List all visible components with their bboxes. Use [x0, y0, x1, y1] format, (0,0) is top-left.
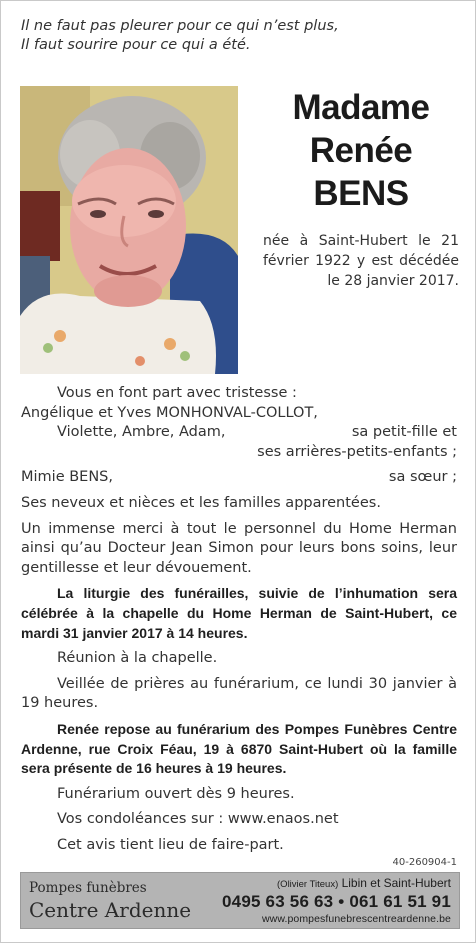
condolences-text: Vos condoléances sur : www.enaos.net [57, 811, 339, 828]
funeral-home-line-1: Pompes funèbres [29, 880, 147, 896]
funeral-home-manager: (Olivier Titeux) [277, 879, 339, 890]
portrait-photo [20, 86, 238, 374]
meeting-text: Réunion à la chapelle. [57, 650, 218, 667]
thanks-text: Un immense merci à tout le personnel du Home Herman ainsi qu’au Docteur Jean Simon pour leurs bons soins, leur gentillesse et leur dévouement. [21, 520, 457, 576]
family-line-2 [21, 423, 457, 443]
vigil-text: Veillée de prières au funérarium, ce lundi 30 janvier à 19 heures. [21, 675, 457, 712]
announcement-body [21, 384, 457, 855]
liturgy-text: La liturgie des funérailles, suivie de l’inhumation sera célébrée à la chapelle du Home Herman de Saint-Hubert, ce mardi 31 janvier 2017 à 14 heures. [21, 585, 457, 641]
deceased-title: Madame [292, 88, 430, 127]
family-line-2-relation: sa petit-fille et [351, 424, 457, 441]
sister-line [21, 468, 457, 488]
epigraph-line-1: Il ne faut pas pleurer pour ce qui n’est plus, [21, 18, 339, 34]
opening-hours-text: Funérarium ouvert dès 9 heures. [57, 785, 295, 802]
rests-text: Renée repose au funérarium des Pompes Funèbres Centre Ardenne, rue Croix Féau, 19 à 6870 Saint-Hubert où la famille sera présente de 16 heures à 19 heures. [21, 720, 457, 777]
funeral-home-location: Libin et Saint-Hubert [341, 876, 451, 890]
sister-name: Mimie BENS, [21, 469, 113, 486]
deceased-last-name: BENS [313, 174, 409, 213]
intro-text: Vous en font part avec tristesse : [57, 385, 297, 401]
funeral-home-website: www.pompesfunebrescentreardenne.be [261, 913, 451, 925]
family-line-1: Angélique et Yves MONHONVAL-COLLOT, [21, 404, 318, 421]
birth-death-text: née à Saint-Hubert le 21 février 1922 y est décédée le 28 janvier 2017. [263, 233, 459, 289]
deceased-first-name: Renée [309, 131, 413, 170]
funeral-home-contact [222, 876, 451, 926]
funeral-home-location-line [222, 876, 451, 892]
funeral-home-line-2: Centre Ardenne [29, 898, 192, 922]
sister-relation: sa sœur ; [388, 469, 457, 486]
relatives-text: Ses neveux et nièces et les familles apparentées. [21, 494, 381, 511]
funeral-home-name [29, 879, 191, 923]
epigraph-line-2: Il faut sourire pour ce qui a été. [21, 37, 251, 53]
deceased-name [256, 86, 466, 215]
epigraph [21, 17, 461, 55]
reference-number: 40-260904-1 [392, 857, 457, 868]
family-line-2-names: Violette, Ambre, Adam, [57, 424, 226, 441]
funeral-home-banner [20, 872, 460, 929]
funeral-home-phones: 0495 63 56 63 • 061 61 51 91 [222, 892, 451, 911]
notice-text: Cet avis tient lieu de faire-part. [57, 836, 284, 853]
family-line-2-relation-cont: ses arrières-petits-enfants ; [257, 443, 457, 460]
